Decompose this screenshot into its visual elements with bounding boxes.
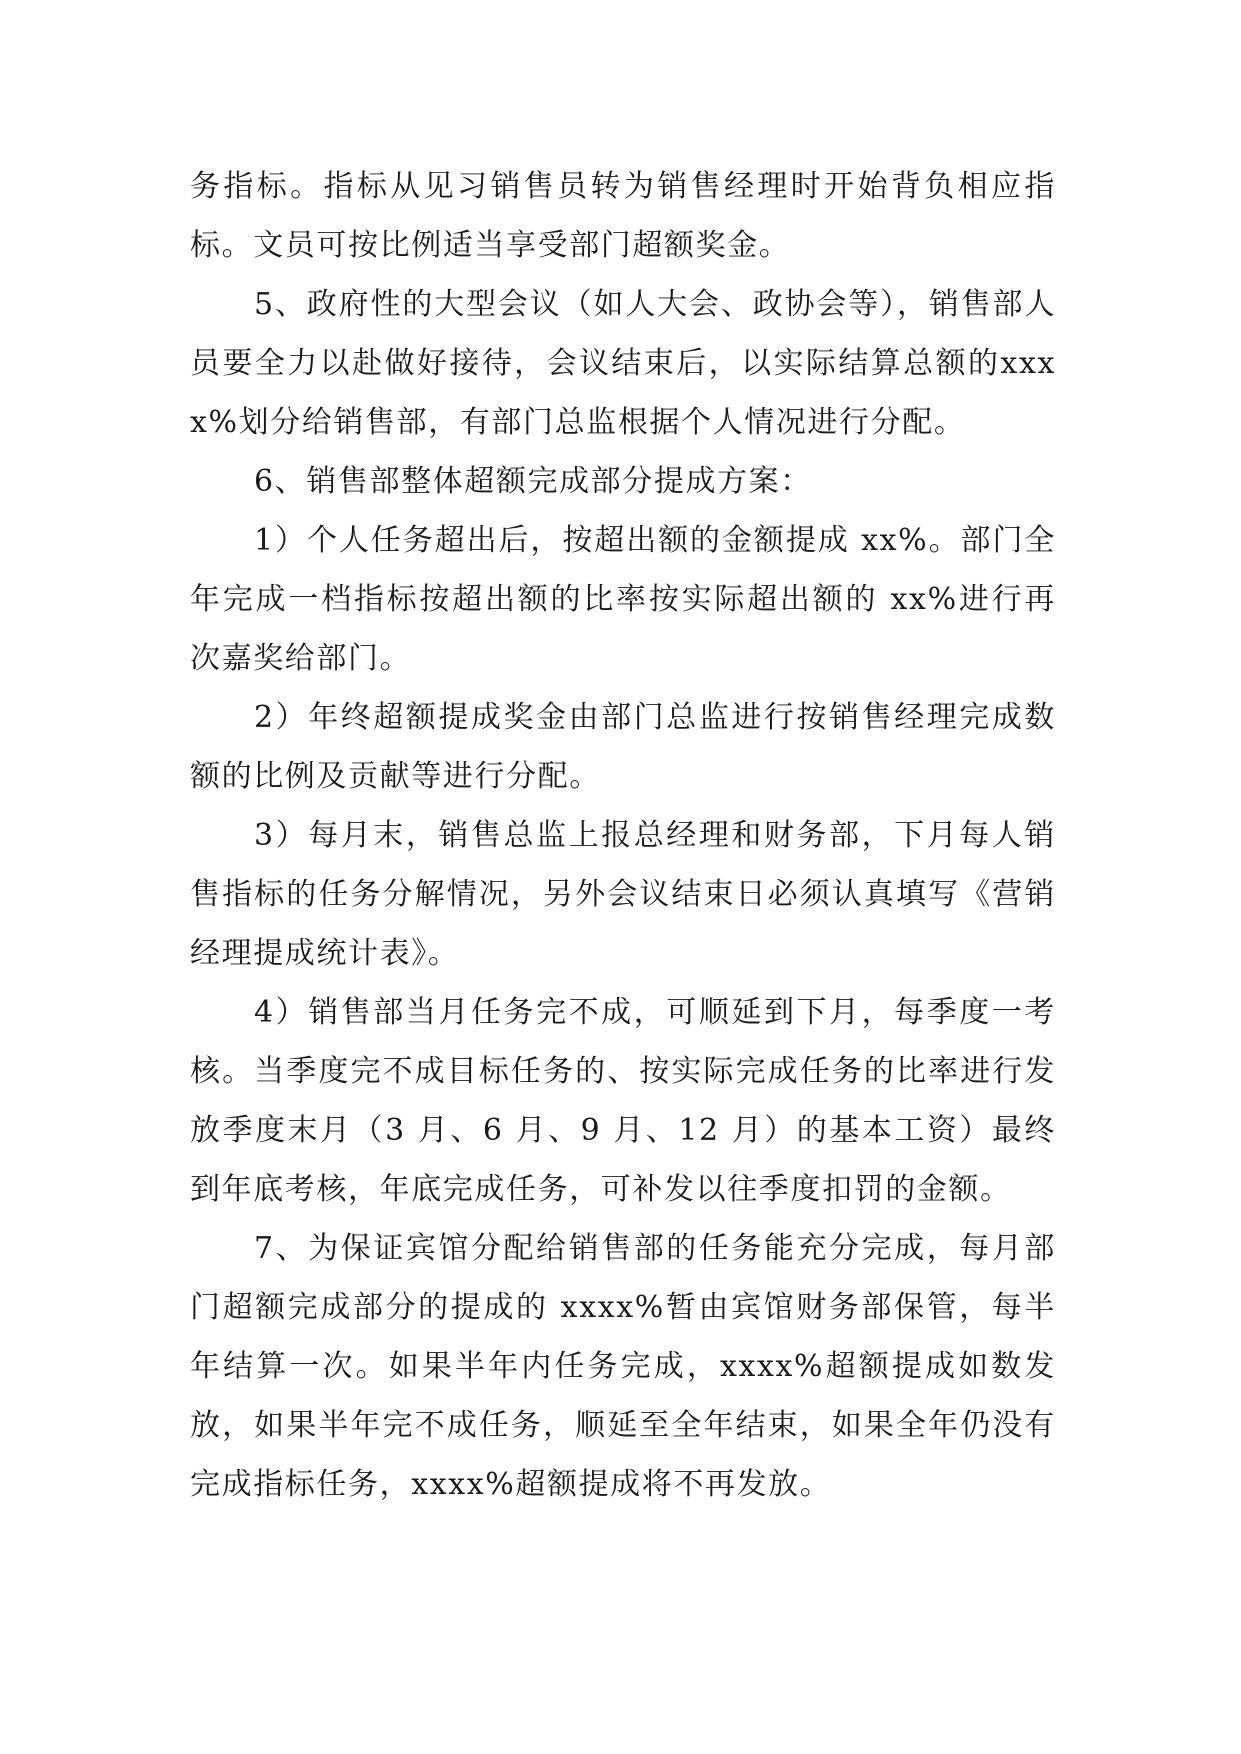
paragraph-item-6-2: 2）年终超额提成奖金由部门总监进行按销售经理完成数额的比例及贡献等进行分配。 xyxy=(190,700,1056,794)
paragraph-continuation: 务指标。指标从见习销售员转为销售经理时开始背负相应指标。文员可按比例适当享受部门超额奖金。 xyxy=(190,169,1056,263)
paragraph-item-7: 7、为保证宾馆分配给销售部的任务能充分完成，每月部门超额完成部分的提成的 xxxx%暂由宾馆财务部保管，每半年结算一次。如果半年内任务完成，xxxx%超额提成如数发放，如果半年完不成任务，顺延至全年结束，如果全年仍没有完成指标任务，xxxx%超额提成将不再发放。 xyxy=(190,1231,1056,1502)
paragraph-item-6-1: 1）个人任务超出后，按超出额的金额提成 xx%。部门全年完成一档指标按超出额的比率按实际超出额的 xx%进行再次嘉奖给部门。 xyxy=(190,523,1056,676)
paragraph-item-6-4: 4）销售部当月任务完不成，可顺延到下月，每季度一考核。当季度完不成目标任务的、按实际完成任务的比率进行发放季度末月（3 月、6 月、9 月、12 月）的基本工资）最终到年底考核，年底完成任务，可补发以往季度扣罚的金额。 xyxy=(190,995,1056,1207)
paragraph-item-6: 6、销售部整体超额完成部分提成方案： xyxy=(254,464,812,499)
paragraph-item-5: 5、政府性的大型会议（如人大会、政协会等），销售部人员要全力以赴做好接待，会议结束后，以实际结算总额的xxxx%划分给销售部，有部门总监根据个人情况进行分配。 xyxy=(190,287,1056,440)
document-body xyxy=(190,157,1056,1514)
paragraph-item-6-3: 3）每月末，销售总监上报总经理和财务部，下月每人销售指标的任务分解情况，另外会议结束日必须认真填写《营销经理提成统计表》。 xyxy=(190,818,1056,971)
